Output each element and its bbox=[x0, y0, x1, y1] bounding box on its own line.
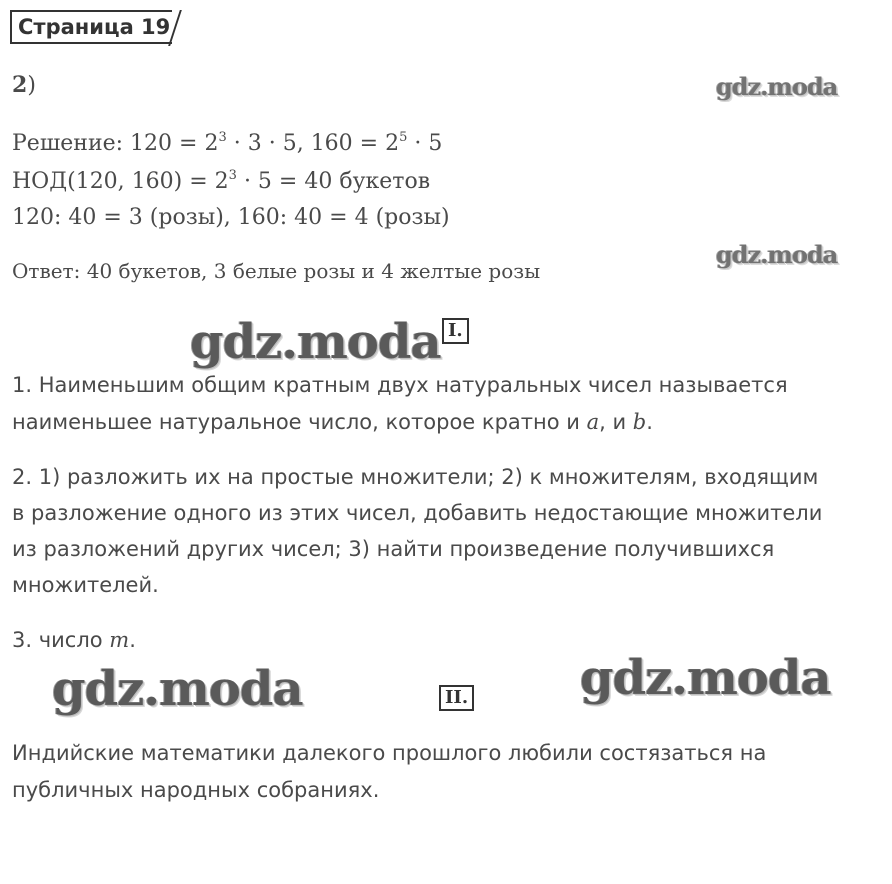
q2-line-2: в разложение одного из этих чисел, добавить недостающие множители bbox=[12, 501, 823, 525]
q2-line-1: 2. 1) разложить их на простые множители; 2) к множителям, входящим bbox=[12, 465, 819, 489]
q1-line-2: наименьшее натуральное число, которое кратно и a, и b. bbox=[12, 410, 653, 434]
section2-line-2: публичных народных собраниях. bbox=[12, 778, 380, 802]
solution-line-3: 120: 40 = 3 (розы), 160: 40 = 4 (розы) bbox=[12, 205, 450, 230]
q3-line: 3. число m. bbox=[12, 628, 136, 652]
watermark-logo: gdz.moda bbox=[52, 661, 303, 717]
solution-line-1: Решение: $120 = 2^3 \cdot 3 \cdot 5$, $160 = 2^5 \cdot 5$ bbox=[12, 130, 443, 156]
section2-line-1: Индийские математики далекого прошлого любили состязаться на bbox=[12, 741, 767, 765]
q1-line-1: 1. Наименьшим общим кратным двух натуральных чисел называется bbox=[12, 373, 788, 397]
section-label-1: I. bbox=[442, 318, 469, 344]
answer-text: Ответ: 40 букетов, 3 белые розы и 4 желтые розы bbox=[12, 259, 541, 283]
watermark-logo: gdz.moda bbox=[716, 72, 838, 101]
watermark-logo: gdz.moda bbox=[580, 650, 831, 706]
problem-number: 2) bbox=[12, 72, 36, 98]
watermark-logo: gdz.moda bbox=[190, 314, 441, 370]
watermark-logo: gdz.moda bbox=[716, 240, 838, 269]
q2-line-3: из разложений других чисел; 3) найти произведение получившихся bbox=[12, 537, 775, 561]
page-label: Страница 19 bbox=[10, 10, 172, 44]
section-label-2: II. bbox=[439, 685, 474, 711]
q2-line-4: множителей. bbox=[12, 573, 159, 597]
solution-line-2: НОД(120, $160) = 2^3 \cdot 5 = 40$ букетов bbox=[12, 168, 431, 194]
